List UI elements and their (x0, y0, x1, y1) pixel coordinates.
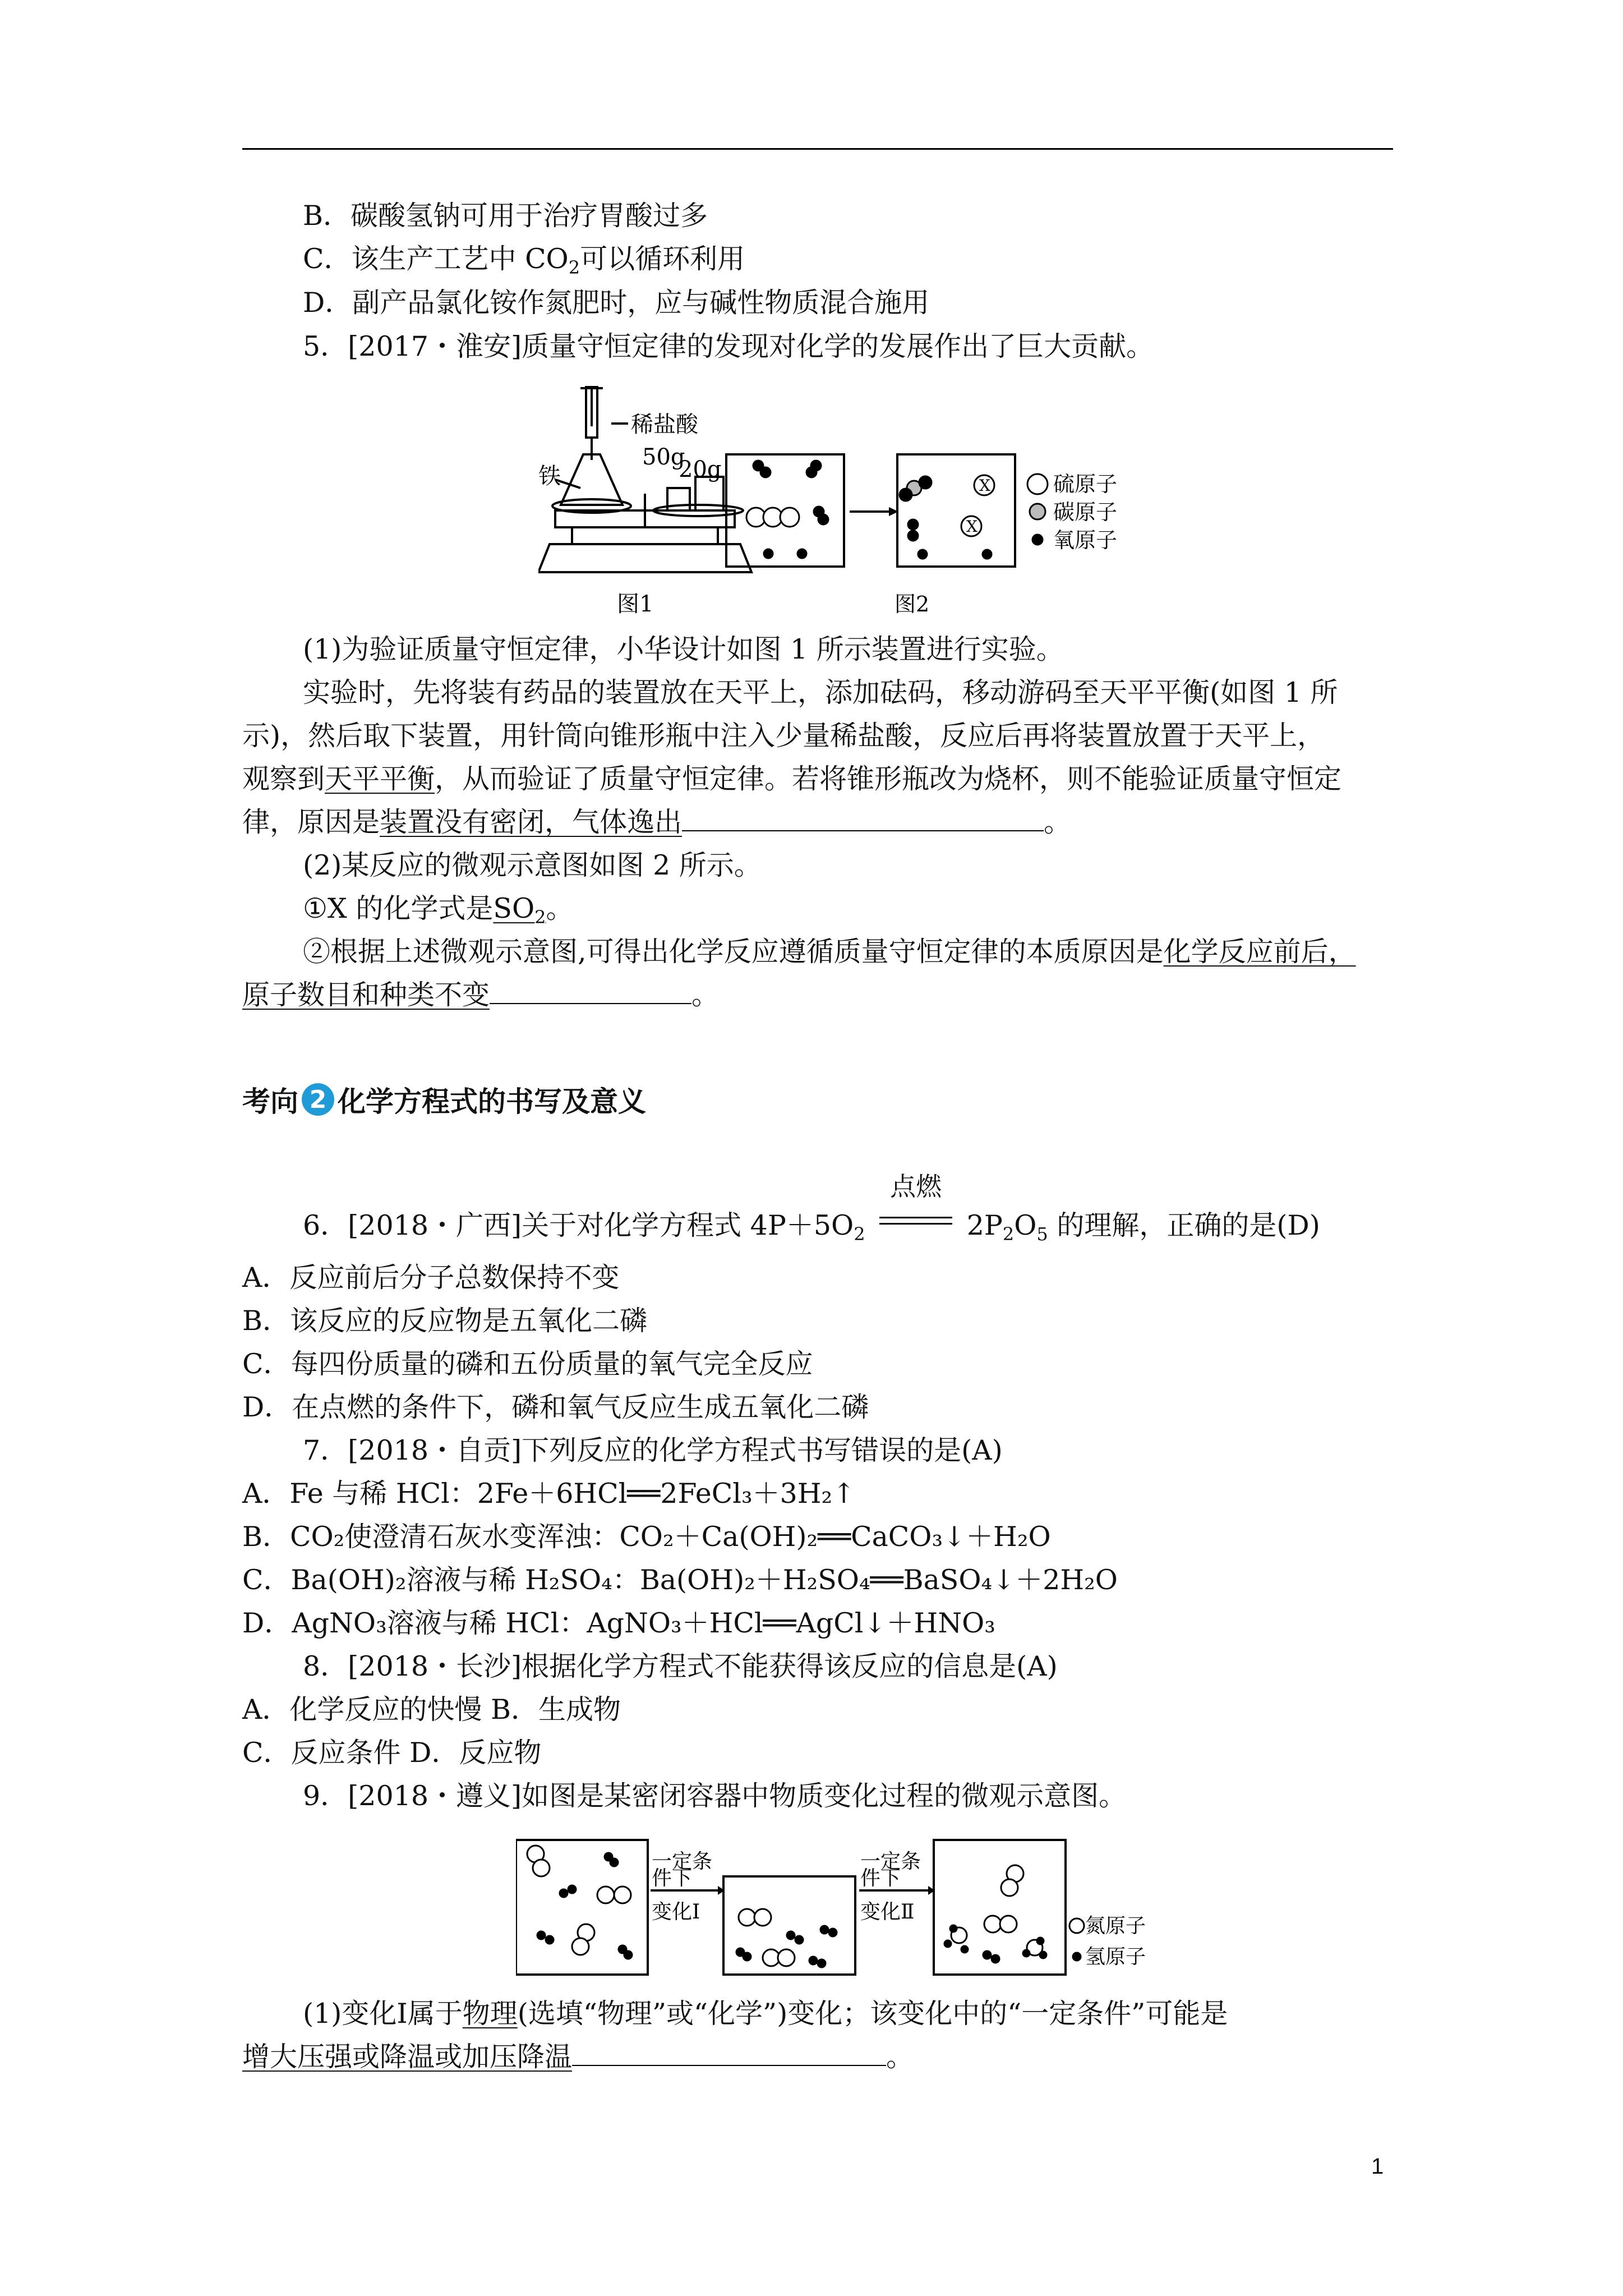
q6-option-c: C．每四份质量的磷和五份质量的氧气完全反应 (242, 1348, 813, 1380)
answer-essence-1: 化学反应前后， (1163, 936, 1356, 968)
fig1-caption: 图1 (617, 591, 654, 617)
header-rule (242, 148, 1393, 150)
answer-essence-2: 原子数目和种类不变 (242, 979, 490, 1011)
q9-p1-line1: (1)变化Ⅰ属于物理(选填“物理”或“化学”)变化；该变化中的“一定条件”可能是 (303, 1998, 1228, 2030)
q7-option-a: A．Fe 与稀 HCl：2Fe＋6HCl══2FeCl₃＋3H₂↑ (242, 1478, 856, 1510)
weight-20-label: 20g (679, 457, 722, 482)
q7-option-b: B．CO₂使澄清石灰水变浑浊：CO₂＋Ca(OH)₂══CaCO₃↓＋H₂O (242, 1521, 1051, 1553)
q5-p2-b: ②根据上述微观示意图,可得出化学反应遵循质量守恒定律的本质原因是化学反应前后， (303, 936, 1356, 968)
q9-stem: 9．[2018・遵义]如图是某密闭容器中物质变化过程的微观示意图。 (303, 1780, 1127, 1812)
q4-option-d: D．副产品氯化铵作氮肥时，应与碱性物质混合施用 (303, 287, 930, 319)
q9-p1-line2: 增大压强或降温或加压降温 。 (242, 2041, 914, 2073)
weight-50-label: 50g (642, 444, 685, 470)
q6-stem: 6．[2018・广西]关于对化学方程式 $4P+5O_2$ 点燃 $2P_2O_5$ 的理解，正确的是(D) (303, 1202, 1320, 1243)
q7-stem: 7．[2018・自贡]下列反应的化学方程式书写错误的是(A) (303, 1434, 1003, 1466)
section-heading: 考向 2 化学方程式的书写及意义 (242, 1079, 646, 1120)
q6-option-d: D．在点燃的条件下，磷和氧气反应生成五氧化二磷 (242, 1391, 869, 1423)
q7-option-d: D．AgNO₃溶液与稀 HCl：AgNO₃＋HCl══AgCl↓＋HNO₃ (242, 1607, 995, 1639)
q5-p1-title: (1)为验证质量守恒定律，小华设计如图 1 所示装置进行实验。 (303, 633, 1064, 665)
q9-figure (516, 1829, 1211, 1986)
acid-label: 稀盐酸 (631, 412, 698, 438)
arrow2-line1: 一定条 (860, 1850, 921, 1873)
arrow1-line2: 件下 (652, 1867, 693, 1890)
q4-option-b: B．碳酸氢钠可用于治疗胃酸过多 (303, 200, 708, 232)
fig2-x-label-2: X (966, 517, 978, 536)
fig2-x-label: X (979, 476, 990, 495)
page-number: 1 (1371, 2154, 1384, 2179)
q5-p1-line3: 观察到天平平衡，从而验证了质量守恒定律。若将锥形瓶改为烧杯，则不能验证质量守恒定 (242, 763, 1342, 795)
reaction-condition: 点燃 (890, 1171, 942, 1202)
fig2-box-after (897, 454, 1015, 567)
q5-p1-line1: 实验时，先将装有药品的装置放在天平上，添加砝码，移动游码至天平平衡(如图 1 所 (303, 677, 1338, 708)
legend-oxygen: 氧原子 (1053, 528, 1118, 553)
q5-p1-line4: 律，原因是装置没有密闭，气体逸出 。 (242, 806, 1072, 838)
q5-p2-a: ①X 的化学式是$SO_2$。 (303, 892, 574, 928)
q8-options-cd: C．反应条件 D．反应物 (242, 1737, 542, 1769)
q5-p2-title: (2)某反应的微观示意图如图 2 所示。 (303, 849, 762, 881)
arrow1-line1: 一定条 (652, 1850, 713, 1873)
q4-option-c: C．该生产工艺中 $CO_2$可以循环利用 (303, 243, 745, 278)
iron-label: 铁 (538, 463, 561, 489)
q6-option-a: A．反应前后分子总数保持不变 (242, 1262, 620, 1294)
arrow2-line3: 变化Ⅱ (860, 1901, 915, 1924)
q7-option-c: C．Ba(OH)₂溶液与稀 H₂SO₄：Ba(OH)₂＋H₂SO₄══BaSO₄↓＋2H₂O (242, 1564, 1118, 1596)
fig2-legend (1027, 474, 1048, 545)
legend-carbon: 碳原子 (1053, 500, 1118, 524)
q8-stem: 8．[2018・长沙]根据化学方程式不能获得该反应的信息是(A) (303, 1650, 1058, 1682)
q5-stem: 5．[2017・淮安]质量守恒定律的发现对化学的发展作出了巨大贡献。 (303, 330, 1154, 362)
q8-options-ab: A．化学反应的快慢 B．生成物 (242, 1694, 621, 1726)
legend-hydrogen: 氢原子 (1085, 1945, 1146, 1968)
q5-p1-line2: 示)，然后取下装置，用针筒向锥形瓶中注入少量稀盐酸，反应后再将装置放置于天平上， (242, 720, 1325, 752)
q5-figures (538, 381, 1178, 617)
answer-reason: 装置没有密闭，气体逸出 (380, 806, 683, 838)
arrow2-line2: 件下 (860, 1867, 901, 1890)
answer-condition: 增大压强或降温或加压降温 (242, 2041, 573, 2073)
answer-x-formula: $SO_2$ (493, 892, 546, 928)
fig2-caption: 图2 (895, 592, 930, 616)
legend-sulfur: 硫原子 (1053, 472, 1118, 496)
q5-p2-b-line2: 原子数目和种类不变 。 (242, 979, 720, 1011)
answer-balance: 天平平衡 (325, 763, 435, 795)
answer-physical: 物理 (462, 1998, 518, 2030)
arrow1-line3: 变化Ⅰ (652, 1901, 700, 1924)
legend-nitrogen: 氮原子 (1085, 1915, 1146, 1938)
q6-option-b: B．该反应的反应物是五氧化二磷 (242, 1305, 648, 1337)
fig2-molecules-before (746, 461, 828, 558)
q9-molecules (527, 1846, 1084, 1967)
section-number-badge: 2 (302, 1083, 334, 1116)
